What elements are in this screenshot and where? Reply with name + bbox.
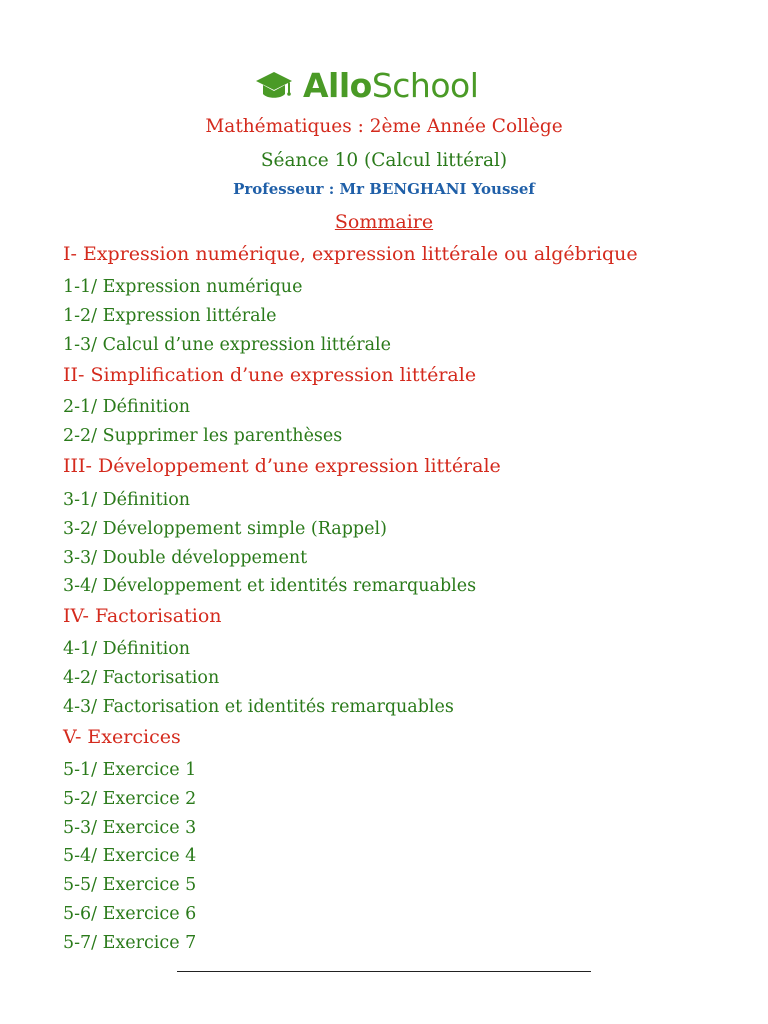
toc-item: 5-3/ Exercice 3 xyxy=(63,818,197,838)
toc-item: 4-3/ Factorisation et identités remarquables xyxy=(63,697,454,717)
toc-item: 5-7/ Exercice 7 xyxy=(63,933,197,953)
toc-item: 5-6/ Exercice 6 xyxy=(63,904,197,924)
toc-item: 1-1/ Expression numérique xyxy=(63,277,303,297)
alloschool-logo xyxy=(255,64,478,108)
summary-heading: Sommaire xyxy=(334,211,434,233)
toc-item: 1-3/ Calcul d’une expression littérale xyxy=(63,335,391,355)
toc-item: 4-2/ Factorisation xyxy=(63,668,220,688)
toc-item: 2-2/ Supprimer les parenthèses xyxy=(63,426,343,446)
toc-section-heading: IV- Factorisation xyxy=(63,605,222,627)
toc-section-heading: I- Expression numérique, expression littérale ou algébrique xyxy=(63,243,638,265)
toc-section-heading: II- Simplification d’une expression littérale xyxy=(63,364,477,386)
toc-item: 3-3/ Double développement xyxy=(63,548,308,568)
toc-item: 5-5/ Exercice 5 xyxy=(63,875,197,895)
toc-item: 1-2/ Expression littérale xyxy=(63,306,277,326)
toc-section-heading: V- Exercices xyxy=(63,726,181,748)
logo-text xyxy=(303,64,478,108)
toc-item: 5-2/ Exercice 2 xyxy=(63,789,197,809)
toc-item: 3-4/ Développement et identités remarquables xyxy=(63,576,477,596)
toc-item: 3-2/ Développement simple (Rappel) xyxy=(63,519,387,539)
logo-text-regular: School xyxy=(371,66,479,105)
footer-divider xyxy=(177,971,591,972)
logo-text-bold: Allo xyxy=(303,66,372,105)
session-title: Séance 10 (Calcul littéral) xyxy=(260,150,508,171)
toc-item: 5-4/ Exercice 4 xyxy=(63,846,197,866)
toc-item: 3-1/ Définition xyxy=(63,490,191,510)
graduation-cap-icon xyxy=(255,69,293,103)
toc-section-heading: III- Développement d’une expression littérale xyxy=(63,455,501,477)
subject-title: Mathématiques : 2ème Année Collège xyxy=(205,116,563,137)
toc-item: 2-1/ Définition xyxy=(63,397,191,417)
toc-item: 4-1/ Définition xyxy=(63,639,191,659)
professor-name: Professeur : Mr BENGHANI Youssef xyxy=(233,180,535,198)
toc-item: 5-1/ Exercice 1 xyxy=(63,760,197,780)
